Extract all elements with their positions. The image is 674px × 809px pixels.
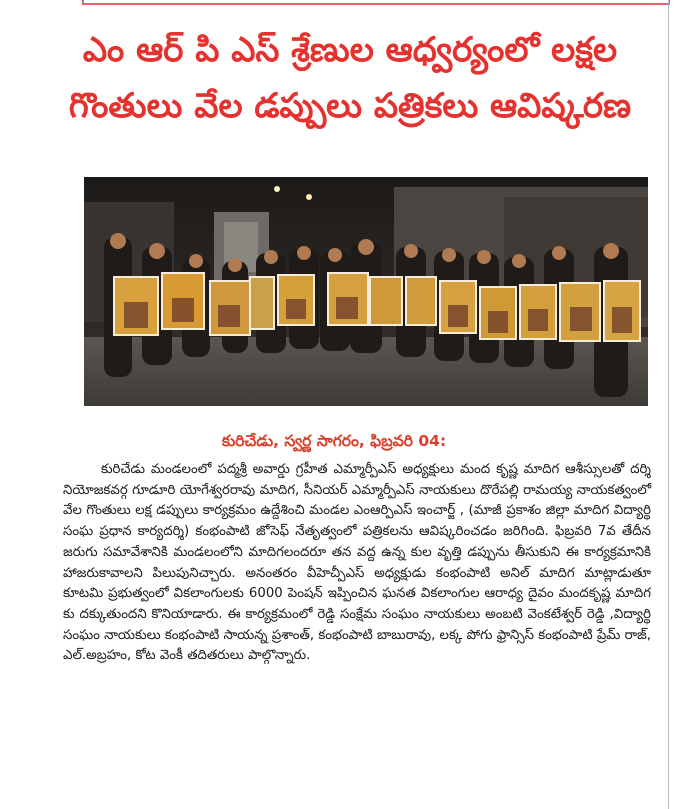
article-body: కురిచేడు మండలంలో పద్మశ్రీ అవార్డు గ్రహీత ఎమ్మార్పీఎస్ అధ్యక్షులు మంద కృష్ణ మాదిగ ఆశీస్సులతో దర్శి నియోజకవర్గ గూడూరి యోగేశ్వరరావు మాదిగ, సీనియర్ ఎమ్మార్పీఎస్ నాయకులు దొరేపల్లి రామయ్య నాయకత్వంలో వేల గొంతులు లక్ష డప్పులు కార్యక్రమం ఉద్దేశించి మండల ఎంఆర్పిఎస్ ఇంచార్జ్ , (మాజీ ప్రకాశం జిల్లా మాదిగ విద్యార్థి సంఘ ప్రధాన కార్యదర్శి) కంభంపాటి జోసెఫ్ నేతృత్వంలో పత్రికలను ఆవిష్కరించడం జరిగింది. ఫిబ్రవరి 7వ తేదీన జరుగు సమావేశానికి మండలంలోని మాదిగలందరూ తన వద్ద ఉన్న కుల వృత్తి డప్పును తీసుకుని ఈ కార్యక్రమానికి హాజరుకావాలని పిలుపునిచ్చారు. అనంతరం వీహెచ్పీఎస్ అధ్యక్షుడు కంభంపాటి అనిల్ మాదిగ మాట్లాడుతూ కూటమి ప్రభుత్వంలో వికలాంగులకు 6000 పెంషన్ ఇప్పించిన ఘనత వికలాంగుల ఆరాధ్య దైవం మందకృష్ణ మాదిగ కు దక్కుతుందని కొనియాడారు. ఈ కార్యక్రమంలో రెడ్డి సంక్షేమ సంఘం నాయకులు అంబటి వెంకటేశ్వర్ రెడ్డి ,విద్యార్థి సంఘం నాయకులు కంభంపాటి సాయన్న ప్రశాంత్, కంభంపాటి బాబురావు, లక్క పోగు ఫ్రాన్సిస్ కంభంపాటి ప్రేమ్ రాజ్, ఎల్.అబ్రహం, కోట వెంకీ తదితరులు పాల్గొన్నారు. [63,462,651,664]
article-photo [84,177,648,406]
article-headline: ఎం ఆర్ పి ఎస్ శ్రేణుల ఆధ్వర్యంలో లక్షల గొంతులు వేల డప్పులు పత్రికలు ఆవిష్కరణ [68,30,632,126]
article-dateline: కురిచేడు, స్వర్ణ సాగరం, ఫిబ్రవరి 04: [221,432,447,450]
header-border-frame [82,0,670,5]
column-divider [668,0,669,809]
